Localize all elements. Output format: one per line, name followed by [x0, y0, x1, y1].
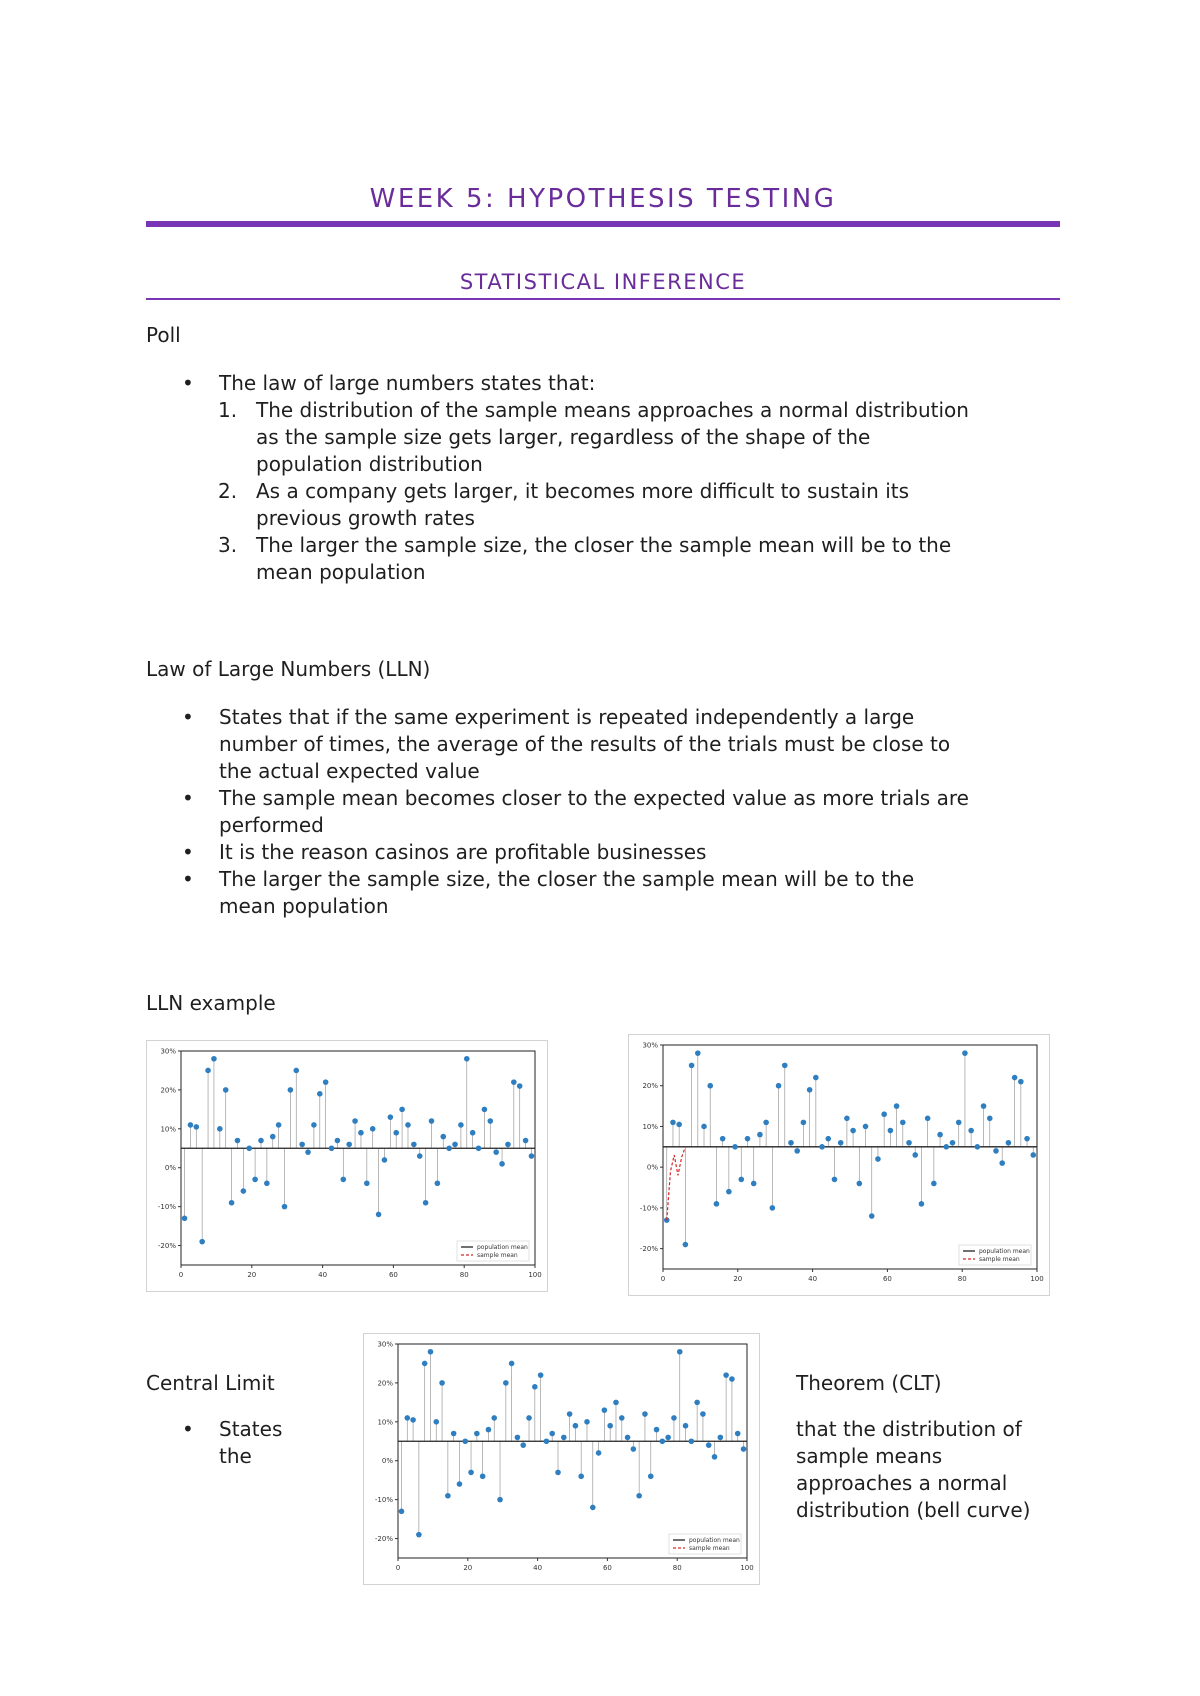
data-point — [464, 1056, 470, 1062]
option-number: 3. — [218, 533, 238, 557]
y-tick-label: -10% — [374, 1496, 393, 1505]
x-tick-label: 40 — [318, 1271, 328, 1279]
data-point — [956, 1120, 962, 1126]
data-point — [937, 1132, 943, 1138]
data-point — [738, 1177, 744, 1183]
lln-chart-2 — [628, 1034, 1050, 1296]
bullet-line: It is the reason casinos are profitable businesses — [219, 840, 707, 864]
data-point — [712, 1454, 718, 1460]
data-point — [423, 1200, 429, 1206]
bullet-line: performed — [219, 813, 324, 837]
title-divider — [146, 221, 1060, 227]
poll-question-text: The law of large numbers states that: — [219, 371, 596, 395]
poll-options — [146, 397, 1106, 586]
lln-bullets — [146, 704, 1106, 920]
lln-bullet — [146, 839, 1106, 866]
data-point — [888, 1128, 894, 1134]
data-point — [223, 1087, 229, 1093]
x-tick-label: 40 — [808, 1275, 818, 1283]
data-point — [451, 1431, 457, 1437]
x-tick-label: 20 — [733, 1275, 743, 1283]
data-point — [987, 1116, 993, 1122]
lln-chart-1 — [146, 1040, 548, 1292]
y-tick-label: 0% — [381, 1457, 393, 1466]
poll-option — [146, 478, 1106, 532]
data-point — [382, 1157, 388, 1163]
data-point — [1030, 1152, 1036, 1158]
data-point — [844, 1116, 850, 1122]
x-tick-label: 40 — [533, 1564, 543, 1572]
data-point — [526, 1415, 532, 1421]
data-point — [252, 1177, 258, 1183]
lln-bullet — [146, 866, 1106, 920]
data-point — [264, 1180, 270, 1186]
data-point — [270, 1134, 276, 1140]
option-number: 1. — [218, 398, 238, 422]
y-tick-label: 10% — [377, 1418, 393, 1427]
data-point — [1024, 1136, 1030, 1142]
data-point — [182, 1216, 188, 1222]
data-point — [1006, 1140, 1012, 1146]
data-point — [857, 1181, 863, 1187]
data-point — [457, 1481, 463, 1487]
data-point — [235, 1138, 241, 1144]
data-point — [468, 1470, 474, 1476]
data-point — [511, 1079, 517, 1085]
data-point — [723, 1372, 729, 1378]
bullet-icon: • — [182, 867, 194, 891]
data-point — [720, 1136, 726, 1142]
lln-bullet — [146, 785, 1106, 839]
data-point — [801, 1120, 807, 1126]
data-point — [505, 1142, 511, 1148]
data-point — [993, 1148, 999, 1154]
bullet-line: sample means — [796, 1444, 943, 1468]
data-point — [399, 1509, 405, 1515]
data-point — [950, 1140, 956, 1146]
data-point — [538, 1372, 544, 1378]
data-point — [745, 1136, 751, 1142]
y-tick-label: -10% — [157, 1203, 176, 1212]
section-divider — [146, 298, 1060, 300]
data-point — [729, 1376, 735, 1382]
x-tick-label: 80 — [672, 1564, 682, 1572]
data-point — [410, 1417, 416, 1423]
y-tick-label: 30% — [377, 1340, 393, 1349]
data-point — [276, 1122, 282, 1128]
bullet-line: distribution (bell curve) — [796, 1498, 1031, 1522]
data-point — [741, 1446, 747, 1452]
data-point — [863, 1124, 869, 1130]
data-point — [335, 1138, 341, 1144]
data-point — [869, 1213, 875, 1219]
sample-mean-line — [667, 1147, 686, 1220]
plot-area — [398, 1344, 747, 1558]
data-point — [509, 1361, 515, 1367]
y-tick-label: 20% — [377, 1379, 393, 1388]
data-point — [493, 1149, 499, 1155]
data-point — [439, 1380, 445, 1386]
data-point — [317, 1091, 323, 1097]
page-title: WEEK 5: HYPOTHESIS TESTING — [369, 184, 837, 214]
clt-label-right: Theorem (CLT) — [796, 1371, 942, 1395]
data-point — [445, 1493, 451, 1499]
y-tick-label: -20% — [374, 1535, 393, 1544]
option-line: previous growth rates — [256, 506, 475, 530]
data-point — [288, 1087, 294, 1093]
data-point — [676, 1122, 682, 1128]
data-point — [446, 1145, 452, 1151]
poll-option — [146, 397, 1106, 478]
x-tick-label: 0 — [178, 1271, 184, 1279]
data-point — [517, 1083, 523, 1089]
data-point — [428, 1349, 434, 1355]
data-point — [440, 1134, 446, 1140]
data-point — [211, 1056, 217, 1062]
data-point — [850, 1128, 856, 1134]
poll-option — [146, 532, 1106, 586]
data-point — [794, 1148, 800, 1154]
data-point — [726, 1189, 732, 1195]
bullet-icon: • — [182, 371, 194, 395]
data-point — [642, 1411, 648, 1417]
x-tick-label: 0 — [660, 1275, 666, 1283]
data-point — [776, 1083, 782, 1089]
data-point — [497, 1497, 503, 1503]
data-point — [683, 1242, 689, 1248]
data-point — [549, 1431, 555, 1437]
data-point — [975, 1144, 981, 1150]
bullet-icon: • — [182, 786, 194, 810]
data-point — [999, 1160, 1005, 1166]
y-tick-label: 20% — [160, 1086, 176, 1095]
data-point — [763, 1120, 769, 1126]
data-point — [416, 1532, 422, 1538]
data-point — [718, 1435, 724, 1441]
data-point — [452, 1142, 458, 1148]
data-point — [282, 1204, 288, 1210]
data-point — [881, 1111, 887, 1117]
data-point — [654, 1427, 660, 1433]
data-point — [370, 1126, 376, 1132]
data-point — [305, 1149, 311, 1155]
data-point — [788, 1140, 794, 1146]
option-line: The distribution of the sample means approaches a normal distribution — [256, 398, 969, 422]
data-point — [602, 1407, 608, 1413]
data-point — [503, 1380, 509, 1386]
data-point — [875, 1156, 881, 1162]
data-point — [838, 1140, 844, 1146]
x-tick-label: 60 — [388, 1271, 398, 1279]
data-point — [943, 1144, 949, 1150]
data-point — [404, 1415, 410, 1421]
data-point — [981, 1103, 987, 1109]
legend-label: population mean — [979, 1248, 1030, 1255]
data-point — [700, 1411, 706, 1417]
bullet-line: The larger the sample size, the closer the sample mean will be to the — [219, 867, 915, 891]
data-point — [529, 1153, 535, 1159]
data-point — [683, 1423, 689, 1429]
data-point — [188, 1122, 194, 1128]
legend-label: population mean — [477, 1244, 528, 1251]
bullet-line: number of times, the average of the results of the trials must be close to — [219, 732, 951, 756]
data-point — [689, 1063, 695, 1069]
data-point — [474, 1431, 480, 1437]
data-point — [671, 1415, 677, 1421]
legend-label: sample mean — [979, 1256, 1020, 1263]
bullet-icon: • — [182, 705, 194, 729]
data-point — [462, 1438, 468, 1444]
data-point — [544, 1438, 550, 1444]
data-point — [205, 1068, 211, 1074]
data-point — [919, 1201, 925, 1207]
poll-list — [146, 370, 1086, 397]
data-point — [968, 1128, 974, 1134]
legend-label: sample mean — [689, 1545, 730, 1552]
data-point — [573, 1423, 579, 1429]
data-point — [735, 1431, 741, 1437]
bullet-line: States that if the same experiment is repeated independently a large — [219, 705, 915, 729]
data-point — [695, 1050, 701, 1056]
data-point — [358, 1130, 364, 1136]
data-point — [555, 1470, 561, 1476]
data-point — [660, 1438, 666, 1444]
data-point — [411, 1142, 417, 1148]
data-point — [499, 1161, 505, 1167]
data-point — [488, 1118, 494, 1124]
section-heading: STATISTICAL INFERENCE — [459, 270, 747, 294]
data-point — [931, 1181, 937, 1187]
data-point — [677, 1349, 683, 1355]
data-point — [323, 1079, 329, 1085]
data-point — [751, 1181, 757, 1187]
data-point — [482, 1107, 488, 1113]
data-point — [458, 1122, 464, 1128]
data-point — [417, 1153, 423, 1159]
bullet-icon: • — [182, 840, 194, 864]
data-point — [665, 1435, 671, 1441]
data-point — [476, 1145, 482, 1151]
data-point — [1012, 1075, 1018, 1081]
option-line: mean population — [256, 560, 426, 584]
legend-label: population mean — [689, 1537, 740, 1544]
option-number: 2. — [218, 479, 238, 503]
data-point — [894, 1103, 900, 1109]
y-tick-label: -20% — [639, 1245, 658, 1254]
data-point — [912, 1152, 918, 1158]
data-point — [670, 1120, 676, 1126]
data-point — [241, 1188, 247, 1194]
data-point — [714, 1201, 720, 1207]
data-point — [567, 1411, 573, 1417]
data-point — [561, 1435, 567, 1441]
data-point — [388, 1114, 394, 1120]
bullet-line: that the distribution of — [796, 1417, 1022, 1441]
data-point — [625, 1435, 631, 1441]
clt-bullet-left — [219, 1416, 282, 1470]
bullet-line: approaches a normal — [796, 1471, 1008, 1495]
data-point — [199, 1239, 205, 1245]
x-tick-label: 80 — [957, 1275, 967, 1283]
data-point — [520, 1442, 526, 1448]
y-tick-label: 0% — [164, 1164, 176, 1173]
data-point — [515, 1435, 521, 1441]
data-point — [376, 1212, 382, 1218]
data-point — [217, 1126, 223, 1132]
data-point — [293, 1068, 299, 1074]
y-tick-label: -20% — [157, 1242, 176, 1251]
poll-label: Poll — [146, 323, 181, 347]
y-tick-label: 10% — [160, 1125, 176, 1134]
option-line: The larger the sample size, the closer the sample mean will be to the — [256, 533, 952, 557]
data-point — [648, 1473, 654, 1479]
bullet-icon: • — [182, 1417, 194, 1441]
lln-label: Law of Large Numbers (LLN) — [146, 657, 431, 681]
data-point — [689, 1438, 695, 1444]
x-tick-label: 100 — [1030, 1275, 1044, 1283]
data-point — [819, 1144, 825, 1150]
option-line: As a company gets larger, it becomes more difficult to sustain its — [256, 479, 910, 503]
data-point — [470, 1130, 476, 1136]
clt-label-left: Central Limit — [146, 1371, 275, 1395]
data-point — [405, 1122, 411, 1128]
data-point — [962, 1050, 968, 1056]
data-point — [311, 1122, 317, 1128]
data-point — [480, 1473, 486, 1479]
data-point — [607, 1423, 613, 1429]
poll-question — [146, 370, 1086, 397]
data-point — [706, 1442, 712, 1448]
data-point — [900, 1120, 906, 1126]
x-tick-label: 20 — [463, 1564, 473, 1572]
y-tick-label: 30% — [160, 1047, 176, 1056]
data-point — [813, 1075, 819, 1081]
data-point — [486, 1427, 492, 1433]
plot-area — [663, 1045, 1037, 1269]
data-point — [613, 1400, 619, 1406]
data-point — [619, 1415, 625, 1421]
data-point — [399, 1107, 405, 1113]
data-point — [329, 1145, 335, 1151]
x-tick-label: 60 — [602, 1564, 612, 1572]
data-point — [832, 1177, 838, 1183]
data-point — [732, 1144, 738, 1150]
data-point — [694, 1400, 700, 1406]
data-point — [299, 1142, 305, 1148]
data-point — [246, 1145, 252, 1151]
bullet-line: the actual expected value — [219, 759, 480, 783]
data-point — [782, 1063, 788, 1069]
data-point — [825, 1136, 831, 1142]
x-tick-label: 100 — [740, 1564, 754, 1572]
data-point — [229, 1200, 235, 1206]
data-point — [393, 1130, 399, 1136]
data-point — [807, 1087, 813, 1093]
y-tick-label: -10% — [639, 1204, 658, 1213]
data-point — [636, 1493, 642, 1499]
option-line: as the sample size gets larger, regardless of the shape of the — [256, 425, 871, 449]
data-point — [757, 1132, 763, 1138]
data-point — [906, 1140, 912, 1146]
data-point — [707, 1083, 713, 1089]
x-tick-label: 100 — [528, 1271, 542, 1279]
data-point — [701, 1124, 707, 1130]
data-point — [435, 1180, 441, 1186]
data-point — [341, 1177, 347, 1183]
data-point — [925, 1116, 931, 1122]
lln-bullet — [146, 704, 1106, 785]
data-point — [429, 1118, 435, 1124]
data-point — [1018, 1079, 1024, 1085]
data-point — [596, 1450, 602, 1456]
data-point — [584, 1419, 590, 1425]
y-tick-label: 20% — [642, 1082, 658, 1091]
data-point — [422, 1361, 428, 1367]
data-point — [590, 1505, 596, 1511]
bullet-line: The sample mean becomes closer to the expected value as more trials are — [219, 786, 969, 810]
bullet-line: mean population — [219, 894, 389, 918]
clt-bullet-right — [796, 1416, 1030, 1524]
legend-label: sample mean — [477, 1252, 518, 1259]
data-point — [770, 1205, 776, 1211]
lln-example-label: LLN example — [146, 991, 276, 1015]
data-point — [364, 1180, 370, 1186]
x-tick-label: 80 — [459, 1271, 469, 1279]
data-point — [258, 1138, 264, 1144]
y-tick-label: 0% — [646, 1163, 658, 1172]
data-point — [578, 1473, 584, 1479]
data-point — [194, 1124, 200, 1130]
bullet-line: States — [219, 1417, 283, 1441]
x-tick-label: 60 — [882, 1275, 892, 1283]
bullet-line: the — [219, 1444, 252, 1468]
x-tick-label: 20 — [247, 1271, 257, 1279]
option-line: population distribution — [256, 452, 483, 476]
x-tick-label: 0 — [395, 1564, 401, 1572]
plot-area — [181, 1051, 535, 1265]
data-point — [532, 1384, 538, 1390]
y-tick-label: 30% — [642, 1041, 658, 1050]
data-point — [346, 1142, 352, 1148]
data-point — [523, 1138, 529, 1144]
data-point — [352, 1118, 358, 1124]
data-point — [433, 1419, 439, 1425]
data-point — [631, 1446, 637, 1452]
data-point — [491, 1415, 497, 1421]
clt-chart — [363, 1333, 760, 1585]
y-tick-label: 10% — [642, 1122, 658, 1131]
